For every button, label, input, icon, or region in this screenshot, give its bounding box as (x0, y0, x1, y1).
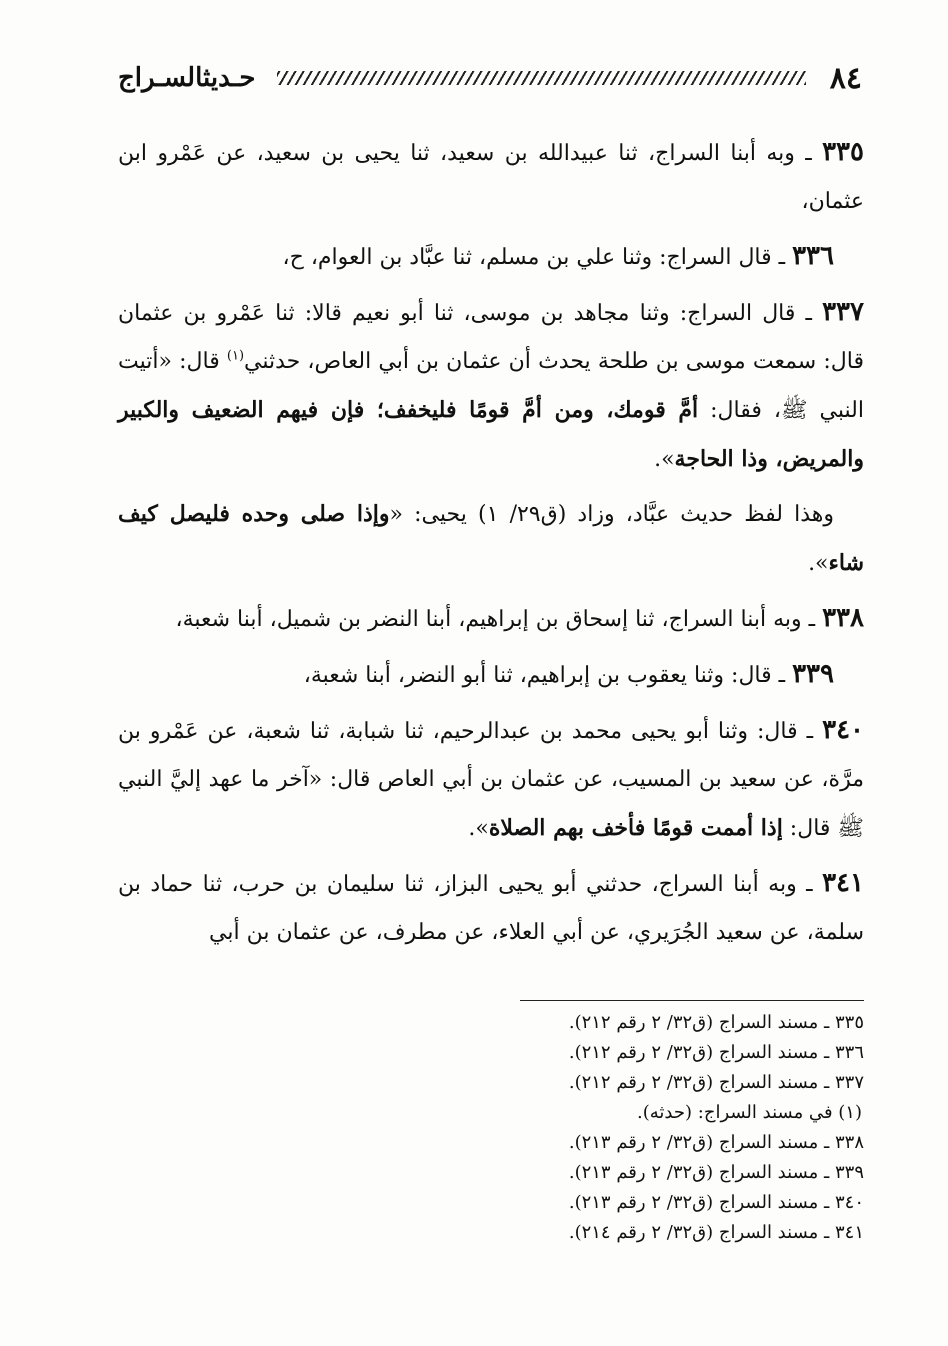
hadith-number: ٣٣٦ (792, 241, 834, 271)
paragraph-text: ـ وبه أبنا السراج، حدثني أبو يحيى البزاز، ثنا سليمان بن حرب، ثنا حماد بن سلمة، عن سعيد الجُرَيري، عن أبي العلاء، عن مطرف، عن عثمان بن أبي (118, 872, 864, 945)
hadith-number: ٣٣٩ (792, 659, 834, 689)
paragraph-tail: ». (468, 816, 489, 841)
hadith-number: ٣٣٨ (822, 603, 864, 633)
paragraph-tail: ». (654, 447, 675, 472)
page-header (118, 56, 862, 100)
footnote-item: ٣٣٨ ـ مسند السراج (ق٣٢/ ٢ رقم ٢١٣). (568, 1132, 864, 1153)
paragraph-note (118, 490, 864, 588)
main-text (118, 128, 864, 963)
hadith-number: ٣٣٧ (822, 297, 864, 327)
footnote-item: ٣٣٧ ـ مسند السراج (ق٣٢/ ٢ رقم ٢١٢). (568, 1072, 864, 1093)
paragraph-335 (118, 128, 864, 226)
paragraph-337 (118, 288, 864, 484)
footnote-note: (١) في مسند السراج: (حدثه). (637, 1102, 862, 1123)
hadith-matn: إذا أممت قومًا فأخف بهم الصلاة (488, 815, 783, 841)
footnote-item: ٣٣٦ ـ مسند السراج (ق٣٢/ ٢ رقم ٢١٢). (568, 1042, 864, 1063)
paragraph-tail: ». (808, 551, 829, 576)
footnote-item: ٣٣٩ ـ مسند السراج (ق٣٢/ ٢ رقم ٢١٣). (568, 1162, 864, 1183)
footnote-item: ٣٣٥ ـ مسند السراج (ق٣٢/ ٢ رقم ٢١٢). (568, 1012, 864, 1033)
footnote-separator (520, 1000, 864, 1001)
paragraph-text: ـ قال السراج: وثنا مجاهد بن موسى، ثنا أبو نعيم قالا: ثنا عَمْرو بن عثمان قال: سمعت موسى بن طلحة يحدث أن عثمان بن أبي العاص، حدثني (118, 301, 865, 374)
hadith-number: ٣٤٠ (822, 715, 865, 745)
footnote-marker: (١) (226, 348, 245, 364)
paragraph-339 (118, 650, 864, 700)
running-title: حـديثالسـراج (118, 63, 256, 93)
paragraph-336 (118, 232, 864, 282)
paragraph-341 (118, 859, 864, 957)
paragraph-text: وهذا لفظ حديث عبَّاد، وزاد (ق٢٩/ ١) يحيى: « (389, 502, 834, 527)
footnotes (440, 1008, 864, 1248)
paragraph-text: ـ وبه أبنا السراج، ثنا إسحاق بن إبراهيم، أبنا النضر بن شميل، أبنا شعبة، (175, 607, 816, 632)
paragraph-text: ـ قال السراج: وثنا علي بن مسلم، ثنا عبَّاد بن العوام، ح، (282, 245, 786, 270)
paragraph-340 (118, 706, 864, 853)
header-ornament-rule (277, 71, 805, 85)
paragraph-338 (118, 594, 864, 644)
hadith-number: ٣٤١ (822, 868, 864, 898)
hadith-number: ٣٣٥ (822, 137, 864, 167)
footnote-item: ٣٤٠ ـ مسند السراج (ق٣٢/ ٢ رقم ٢١٣). (568, 1192, 864, 1213)
hadith-matn: وإذا صلى وحده فليصل كيف شاء (118, 501, 864, 576)
footnote-item: ٣٤١ ـ مسند السراج (ق٣٢/ ٢ رقم ٢١٤). (568, 1222, 864, 1243)
paragraph-text-cont: قال: «أتيت النبي ﷺ، فقال: (118, 349, 864, 423)
paragraph-text: ـ قال: وثنا يعقوب بن إبراهيم، ثنا أبو النضر، أبنا شعبة، (303, 663, 786, 688)
page-number: ٨٤ (829, 60, 862, 96)
paragraph-text: ـ وبه أبنا السراج، ثنا عبيدالله بن سعيد، ثنا يحيى بن سعيد، عن عَمْرو ابن عثمان، (118, 141, 864, 214)
paragraph-text: ـ قال: وثنا أبو يحيى محمد بن عبدالرحيم، ثنا شبابة، ثنا شعبة، عن عَمْرو بن مرَّة، عن سعيد بن المسيب، عن عثمان بن أبي العاص قال: «آخر ما عهد إليَّ النبي ﷺ قال: (118, 719, 864, 841)
hadith-matn: أمَّ قومك، ومن أمَّ قومًا فليخفف؛ فإن فيهم الضعيف والكبير والمريض، وذا الحاجة (118, 397, 864, 472)
